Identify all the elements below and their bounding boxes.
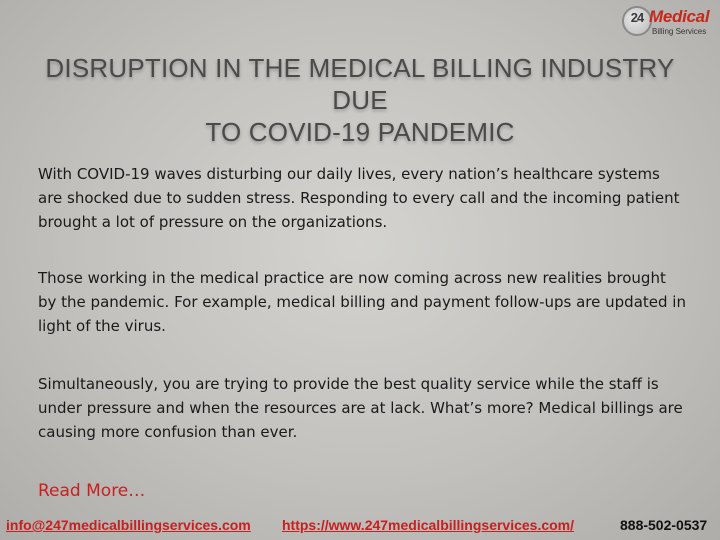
logo-subtitle: Billing Services — [652, 27, 707, 36]
logo-brand: Medical — [649, 7, 710, 26]
logo-number: 24 — [630, 10, 644, 25]
page-title — [20, 52, 700, 148]
paragraph-1: With COVID-19 waves disturbing our daily lives, every nation’s healthcare systems are shocked due to sudden stress. Responding to every call and the incoming patient brought a lot of pressure on the organizations. — [38, 165, 680, 231]
footer — [0, 514, 720, 536]
footer-email-link[interactable]: info@247medicalbillingservices.com — [6, 517, 251, 533]
read-more-link[interactable]: Read More… — [38, 481, 146, 501]
footer-website-link[interactable]: https://www.247medicalbillingservices.com/ — [282, 517, 575, 533]
paragraph-3: Simultaneously, you are trying to provide the best quality service while the staff is under pressure and when the resources are at lack. What’s more? Medical billings are causing more confusion than ever. — [38, 375, 683, 441]
title-line-2: TO COVID-19 PANDEMIC — [205, 117, 515, 147]
paragraph-2: Those working in the medical practice are now coming across new realities brought by the pandemic. For example, medical billing and payment follow-ups are updated in light of the virus. — [38, 269, 686, 335]
footer-phone: 888-502-0537 — [620, 517, 708, 533]
company-logo — [622, 6, 714, 38]
title-line-1: DISRUPTION IN THE MEDICAL BILLING INDUSTRY DUE — [45, 53, 675, 115]
